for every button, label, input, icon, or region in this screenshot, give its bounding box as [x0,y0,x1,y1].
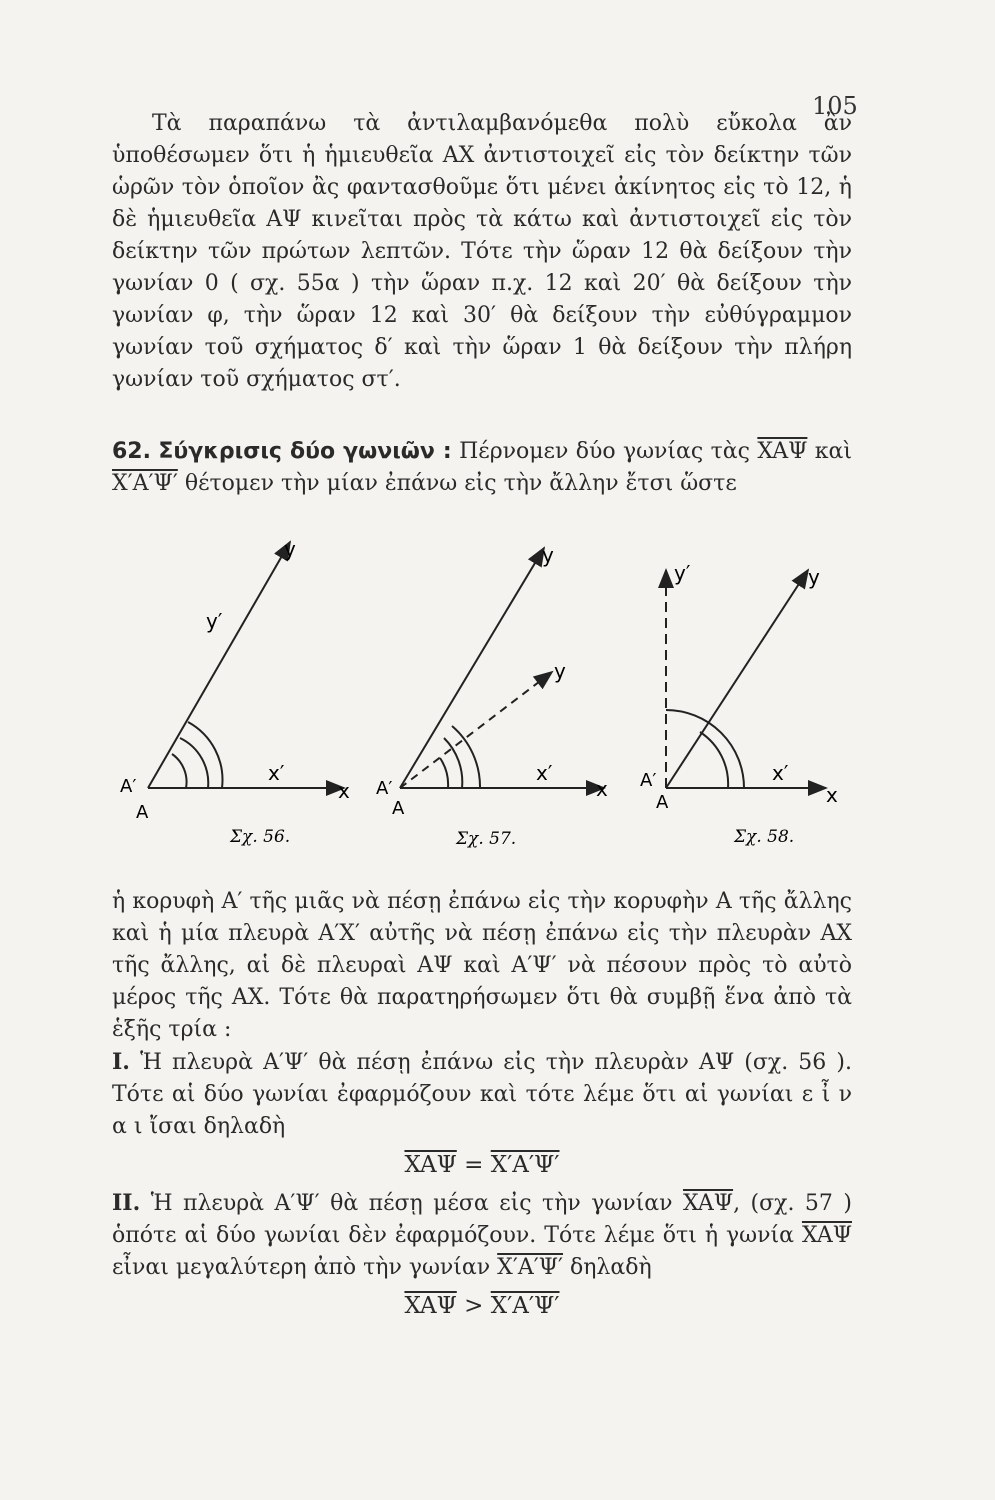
fig57-label-y-dashed: y [554,659,566,683]
formula-equal-left: $\overline{XA\Psi}$ [404,1152,457,1178]
fig58-label-x: x [826,783,838,807]
case-2-angle: $\overline{XA\Psi}$ [683,1191,734,1216]
case-2-angle-b: $\overline{XA\Psi}$ [801,1223,852,1248]
case-2 [112,1187,852,1284]
fig57-label-x-prime: x′ [536,761,553,785]
fig56-caption: Σχ. 56. [230,827,291,847]
fig56-arc-mid [180,738,208,788]
angle-xay: $\overline{XA\Psi}$ [757,439,808,464]
formula-equal [112,1149,852,1181]
case-2-angle-c: X′A′Ψ′ [497,1255,563,1280]
fig58-label-y-prime: y′ [674,561,691,585]
section-title: Σύγκρισις δύο γωνιῶν : [158,439,452,464]
fig56-ray-ay [148,542,290,788]
formula-greater-right: X′A′Ψ′ [490,1293,560,1319]
fig58-label-a-prime: A′ [640,770,657,791]
formula-greater [112,1290,852,1322]
case-2-text-a: Ἡ πλευρὰ A′Ψ′ θὰ πέσῃ μέσα εἰς τὴν γωνίαν [150,1191,673,1216]
fig57-arc-small [440,758,448,788]
section-number: 62. [112,439,151,464]
fig56-label-a-prime: A′ [120,776,137,797]
figure-57 [400,548,604,788]
fig58-label-a: A [656,792,669,813]
fig57-label-a-prime: A′ [376,778,393,799]
page-number: 105 [812,92,858,120]
formula-greater-op: > [464,1293,484,1319]
fig56-arc-small [172,754,187,788]
fig58-label-y: y [808,565,820,589]
fig58-caption: Σχ. 58. [734,827,795,847]
figure-58 [666,570,826,788]
section-text-b: καὶ [814,439,853,464]
formula-equal-right: X′A′Ψ′ [490,1152,560,1178]
case-2-text-c: εἶναι μεγαλύτερη ἀπὸ τὴν γωνίαν [112,1255,491,1280]
case-1 [112,1046,852,1143]
fig57-label-x: x [596,777,608,801]
fig56-label-x-prime: x′ [268,761,285,785]
fig57-ray-dashed [400,672,552,788]
fig58-label-x-prime: x′ [772,761,789,785]
case-2-text-d: δηλαδὴ [570,1255,652,1280]
fig56-arc-large [188,722,222,788]
section-62 [112,436,852,500]
fig57-caption: Σχ. 57. [456,829,517,849]
angle-x-a-y-prime: X′A′Ψ′ [112,471,178,496]
paragraph-intro: Τὰ παραπάνω τὰ ἀντιλαμβανόμεθα πολὺ εὔκολα ἂν ὑποθέσωμεν ὅτι ἡ ἡμιευθεῖα AX ἀντιστοιχεῖ εἰς τὸν δείκτην τῶν ὡρῶν τὸν ὁποῖον ἂς φαντασθοῦμε ὅτι μένει ἀκίνητος εἰς τὸ 12, ἡ δὲ ἡμιευθεῖα AΨ κινεῖται πρὸς τὰ κάτω καὶ ἀντιστοιχεῖ εἰς τὸν δείκτην τῶν πρώτων λεπτῶν. Τότε τὴν ὥραν 12 θὰ δείξουν τὴν γωνίαν 0 ( σχ. 55α ) τὴν ὥραν π.χ. 12 καὶ 20′ θὰ δείξουν τὴν γωνίαν φ, τὴν ὥραν 12 καὶ 30′ θὰ δείξουν τὴν εὐθύγραμμον γωνίαν τοῦ σχήματος δ′ καὶ τὴν ὥραν 1 θὰ δείξουν τὴν πλήρη γωνίαν τοῦ σχήματος στ′. [112,111,852,392]
paragraph-placement: ἡ κορυφὴ A′ τῆς μιᾶς νὰ πέσῃ ἐπάνω εἰς τὴν κορυφὴν A τῆς ἄλλης καὶ ἡ μία πλευρὰ A′X′ αὐτῆς νὰ πέσῃ ἐπάνω εἰς τὴν πλευρὰν AX τῆς ἄλλης, αἱ δὲ πλευραὶ AΨ καὶ A′Ψ′ νὰ πέσουν πρὸς τὸ αὐτὸ μέρος τῆς AX. Τότε θὰ παρατηρήσωμεν ὅτι θὰ συμβῇ ἕνα ἀπὸ τὰ ἑξῆς τρία : [112,889,852,1042]
case-2-label: II. [112,1190,141,1216]
fig57-arc-mid [444,738,462,788]
fig57-label-a: A [392,798,405,819]
formula-equal-op: = [464,1152,484,1178]
fig58-arc-small [700,732,728,788]
fig56-label-a: A [136,802,149,823]
case-2-text-b: , (σχ. 57 ) ὁπότε αἱ δύο γωνίαι δὲν ἐφαρμόζουν. Τότε λέμε ὅτι ἡ γωνία [112,1191,852,1248]
case-1-text: Ἡ πλευρὰ A′Ψ′ θὰ πέσῃ ἐπάνω εἰς τὴν πλευρὰν AΨ (σχ. 56 ). Τότε αἱ δύο γωνίαι ἐφαρμόζουν καὶ τότε λέμε ὅτι αἱ γωνίαι ε ἶ ν α ι ἴσαι δηλαδὴ [112,1050,852,1139]
formula-greater-left: $\overline{XA\Psi}$ [404,1293,457,1319]
fig58-arc-large [666,710,744,788]
fig56-label-y-prime: y′ [206,609,223,633]
figures-56-58 [100,530,860,860]
section-text-c: θέτομεν τὴν μίαν ἐπάνω εἰς τὴν ἄλλην ἔτσι ὥστε [184,471,737,496]
fig56-label-y: y [284,537,296,561]
section-text-a: Πέρνομεν δύο γωνίας τὰς [459,439,750,464]
fig56-label-x: x [338,779,350,803]
figure-56 [148,542,344,788]
fig57-label-y: y [542,543,554,567]
case-1-label: I. [112,1049,130,1075]
main-text [112,886,852,1328]
